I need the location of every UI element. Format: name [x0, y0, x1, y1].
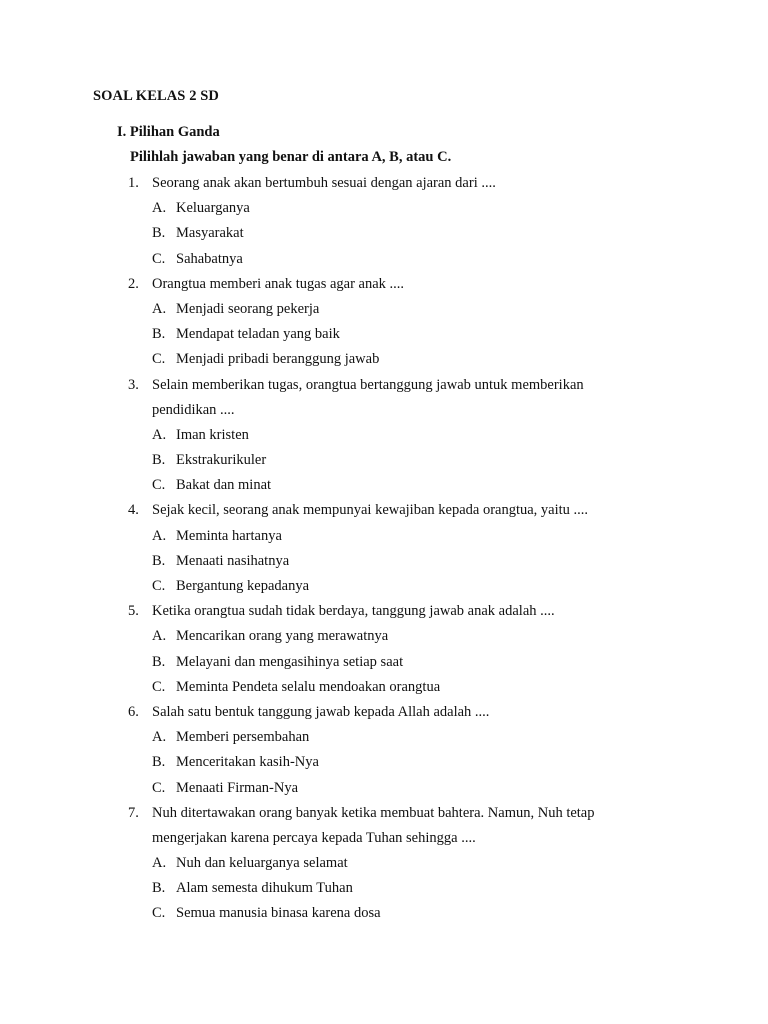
question-line	[0, 801, 768, 826]
option-letter: A.	[152, 300, 167, 317]
option-letter: C.	[152, 351, 166, 368]
question-number: 7.	[128, 804, 139, 821]
option-text: Menaati Firman-Nya	[176, 779, 299, 796]
option-letter: B.	[152, 880, 166, 897]
answer-option	[0, 423, 768, 448]
option-text: Ekstrakurikuler	[176, 452, 267, 469]
option-text: Mendapat teladan yang baik	[176, 326, 340, 343]
question-number: 3.	[128, 376, 139, 393]
question-text: Orangtua memberi anak tugas agar anak ....	[152, 275, 405, 292]
option-letter: C.	[152, 905, 166, 922]
answer-option	[0, 574, 768, 599]
option-text: Menceritakan kasih-Nya	[176, 754, 319, 771]
option-text: Keluarganya	[176, 200, 250, 217]
answer-option	[0, 473, 768, 498]
question-number: 2.	[128, 275, 139, 292]
option-letter: B.	[152, 225, 166, 242]
question-item	[0, 801, 768, 927]
option-letter: B.	[152, 653, 166, 670]
question-item	[0, 700, 768, 801]
option-text: Masyarakat	[176, 225, 244, 242]
question-line	[0, 398, 768, 423]
option-letter: C.	[152, 678, 166, 695]
option-letter: C.	[152, 779, 166, 796]
option-text: Sahabatnya	[176, 250, 243, 267]
question-line	[0, 498, 768, 523]
question-line	[0, 272, 768, 297]
option-text: Memberi persembahan	[176, 729, 310, 746]
question-number: 1.	[128, 175, 139, 191]
option-letter: A.	[152, 628, 167, 645]
question-item	[0, 373, 768, 499]
question-item	[0, 498, 768, 599]
option-text: Alam semesta dihukum Tuhan	[176, 880, 353, 897]
option-letter: A.	[152, 855, 167, 872]
answer-option	[0, 650, 768, 675]
option-text: Semua manusia binasa karena dosa	[176, 905, 381, 922]
question-item	[0, 171, 768, 272]
option-letter: A.	[152, 729, 167, 746]
option-letter: B.	[152, 326, 166, 343]
option-text: Menjadi pribadi beranggung jawab	[176, 351, 380, 368]
option-letter: C.	[152, 250, 166, 267]
option-text: Menjadi seorang pekerja	[176, 300, 320, 317]
answer-option	[0, 901, 768, 926]
question-line	[0, 826, 768, 851]
question-text: Sejak kecil, seorang anak mempunyai kewajiban kepada orangtua, yaitu ....	[152, 502, 589, 519]
question-number: 4.	[128, 502, 139, 519]
answer-option	[0, 876, 768, 901]
option-text: Meminta Pendeta selalu mendoakan orangtua	[176, 678, 441, 695]
option-letter: A.	[152, 426, 167, 443]
document-title: SOAL KELAS 2 SD	[93, 88, 220, 104]
question-text: Nuh ditertawakan orang banyak ketika membuat bahtera. Namun, Nuh tetap	[152, 804, 595, 821]
question-text: mengerjakan karena percaya kepada Tuhan sehingga ....	[152, 829, 476, 846]
question-line	[0, 373, 768, 398]
answer-option	[0, 347, 768, 372]
answer-option	[0, 851, 768, 876]
answer-option	[0, 549, 768, 574]
question-number: 5.	[128, 603, 139, 620]
option-text: Mencarikan orang yang merawatnya	[176, 628, 389, 645]
option-letter: C.	[152, 477, 166, 494]
answer-option	[0, 448, 768, 473]
answer-option	[0, 776, 768, 801]
option-text: Meminta hartanya	[176, 527, 282, 544]
question-text: Salah satu bentuk tanggung jawab kepada Allah adalah ....	[152, 703, 490, 720]
question-line	[0, 171, 768, 196]
option-text: Melayani dan mengasihinya setiap saat	[176, 653, 404, 670]
answer-option	[0, 624, 768, 649]
option-text: Nuh dan keluarganya selamat	[176, 855, 348, 872]
question-list	[0, 171, 768, 927]
answer-option	[0, 247, 768, 272]
question-number: 6.	[128, 703, 139, 720]
question-item	[0, 272, 768, 373]
section-heading: I. Pilihan Ganda	[117, 124, 220, 140]
question-line	[0, 700, 768, 725]
option-letter: A.	[152, 200, 167, 217]
answer-option	[0, 322, 768, 347]
option-text: Bakat dan minat	[176, 477, 272, 494]
question-text: Selain memberikan tugas, orangtua bertanggung jawab untuk memberikan	[152, 376, 584, 393]
question-text: pendidikan ....	[152, 401, 235, 418]
option-letter: C.	[152, 578, 166, 594]
question-line	[0, 599, 768, 624]
option-text: Iman kristen	[176, 426, 249, 443]
question-text: Seorang anak akan bertumbuh sesuai dengan ajaran dari ....	[152, 175, 496, 191]
answer-option	[0, 297, 768, 322]
option-letter: B.	[152, 754, 166, 771]
option-letter: A.	[152, 527, 167, 544]
option-text: Menaati nasihatnya	[176, 552, 290, 569]
answer-option	[0, 196, 768, 221]
option-text: Bergantung kepadanya	[176, 578, 310, 594]
option-letter: B.	[152, 452, 166, 469]
question-item	[0, 599, 768, 700]
question-text: Ketika orangtua sudah tidak berdaya, tanggung jawab anak adalah ....	[152, 603, 555, 620]
answer-option	[0, 725, 768, 750]
answer-option	[0, 221, 768, 246]
answer-option	[0, 524, 768, 549]
answer-option	[0, 750, 768, 775]
instruction-text: Pilihlah jawaban yang benar di antara A, B, atau C.	[130, 149, 452, 165]
option-letter: B.	[152, 552, 166, 569]
answer-option	[0, 675, 768, 700]
